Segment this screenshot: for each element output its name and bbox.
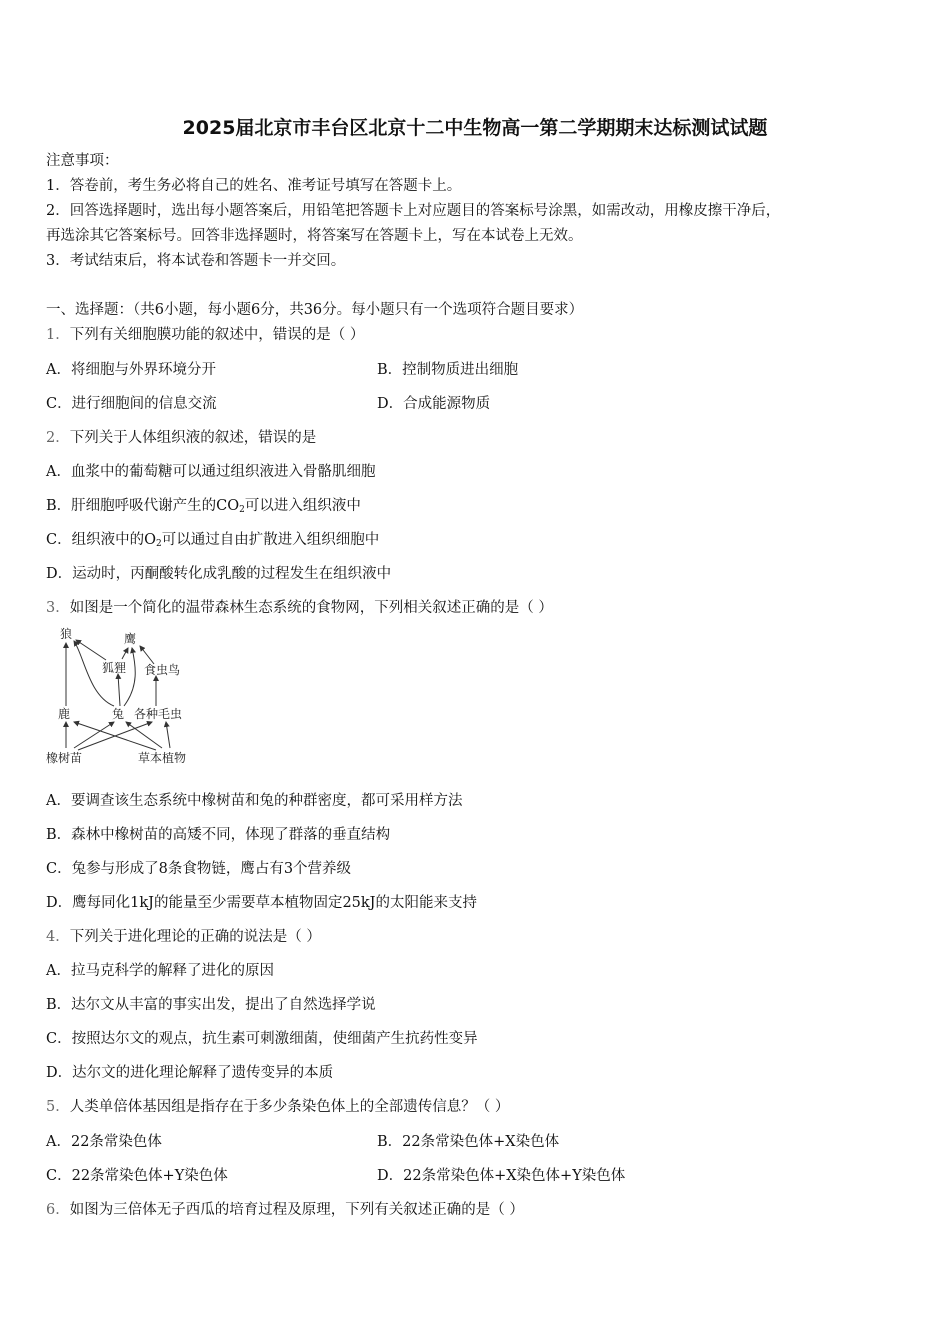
q1-option-d[interactable]: D．合成能源物质: [377, 396, 491, 412]
notice-heading: 注意事项：: [46, 153, 119, 169]
food-web-diagram: [44, 626, 194, 768]
arrow-herb-caterpillar: [166, 722, 170, 748]
node-rabbit: 兔: [112, 707, 125, 721]
notice-item-2: 2．回答选择题时，选出每小题答案后，用铅笔把答题卡上对应题目的答案标号涂黑，如需改动，用橡皮擦干净后，: [46, 203, 781, 219]
option-text: B．肝细胞呼吸代谢产生的CO: [46, 498, 240, 514]
question-5: [46, 1098, 509, 1116]
node-bird: 食虫鸟: [144, 663, 181, 677]
node-wolf: 狼: [60, 627, 73, 641]
arrow-herb-rabbit: [126, 722, 162, 748]
question-number: 6．: [46, 1202, 70, 1218]
node-fox: 狐狸: [102, 661, 127, 675]
option-text: 可以通过自由扩散进入组织细胞中: [161, 532, 380, 548]
question-stem: 下列有关细胞膜功能的叙述中，错误的是（ ）: [69, 327, 365, 343]
q2-option-d[interactable]: D．运动时，丙酮酸转化成乳酸的过程发生在组织液中: [46, 566, 392, 582]
q1-option-a[interactable]: A．将细胞与外界环境分开: [46, 362, 216, 378]
arrow-fox-wolf: [76, 640, 106, 660]
question-1: [46, 326, 364, 344]
q2-option-c[interactable]: [46, 531, 379, 553]
question-3: [46, 599, 553, 617]
question-stem: 人类单倍体基因组是指存在于多少条染色体上的全部遗传信息？（ ）: [69, 1099, 510, 1115]
question-stem: 如图为三倍体无子西瓜的培育过程及原理，下列有关叙述正确的是（ ）: [69, 1202, 524, 1218]
q4-option-d[interactable]: D．达尔文的进化理论解释了遗传变异的本质: [46, 1065, 334, 1081]
q1-option-b[interactable]: B．控制物质进出细胞: [377, 362, 519, 378]
question-number: 3．: [46, 600, 70, 616]
node-eagle: 鹰: [124, 632, 137, 646]
q3-option-d[interactable]: D．鹰每同化1kJ的能量至少需要草本植物固定25kJ的太阳能来支持: [46, 895, 477, 911]
question-stem: 下列关于进化理论的正确的说法是（ ）: [69, 929, 321, 945]
question-stem: 如图是一个简化的温带森林生态系统的食物网，下列相关叙述正确的是（ ）: [69, 600, 553, 616]
subscript: 2: [239, 505, 245, 515]
arrow-rabbit-fox: [118, 674, 120, 706]
q3-option-a[interactable]: A．要调查该生态系统中橡树苗和兔的种群密度，都可采用样方法: [46, 793, 463, 809]
subscript: 2: [155, 539, 162, 549]
q4-option-c[interactable]: C．按照达尔文的观点，抗生素可刺激细菌，使细菌产生抗药性变异: [46, 1031, 478, 1047]
question-stem: 下列关于人体组织液的叙述，错误的是: [69, 430, 317, 446]
node-deer: 鹿: [58, 707, 71, 721]
q2-option-a[interactable]: A．血浆中的葡萄糖可以通过组织液进入骨骼肌细胞: [46, 464, 376, 480]
node-herb: 草本植物: [138, 751, 187, 765]
q5-option-b[interactable]: B．22条常染色体+X染色体: [377, 1134, 560, 1150]
q4-option-a[interactable]: A．拉马克科学的解释了进化的原因: [46, 963, 274, 979]
q5-option-c[interactable]: C．22条常染色体+Y染色体: [46, 1168, 228, 1184]
question-4: [46, 928, 321, 946]
q4-option-b[interactable]: B．达尔文从丰富的事实出发，提出了自然选择学说: [46, 997, 376, 1013]
option-text: 可以进入组织液中: [244, 498, 361, 514]
node-caterpillar: 各种毛虫: [134, 707, 183, 721]
page-title: 2025届北京市丰台区北京十二中生物高一第二学期期末达标测试试题: [182, 117, 768, 139]
question-number: 2．: [46, 430, 70, 446]
q3-option-b[interactable]: B．森林中橡树苗的高矮不同，体现了群落的垂直结构: [46, 827, 391, 843]
arrow-bird-eagle: [140, 646, 154, 664]
q3-option-c[interactable]: C．兔参与形成了8条食物链，鹰占有3个营养级: [46, 861, 352, 877]
question-number: 5．: [46, 1099, 70, 1115]
question-number: 4．: [46, 929, 70, 945]
question-number: 1．: [46, 327, 70, 343]
question-6: [46, 1201, 524, 1219]
notice-item-1: 1．答卷前，考生务必将自己的姓名、准考证号填写在答题卡上。: [46, 178, 462, 194]
node-oak: 橡树苗: [46, 751, 83, 765]
q5-option-a[interactable]: A．22条常染色体: [46, 1134, 162, 1150]
arrow-fox-eagle: [122, 648, 128, 659]
notice-item-3: 3．考试结束后，将本试卷和答题卡一并交回。: [46, 253, 346, 269]
notice-item-2-cont: 再选涂其它答案标号。回答非选择题时，将答案写在答题卡上，写在本试卷上无效。: [46, 228, 583, 244]
question-2: [46, 429, 316, 447]
option-text: C．组织液中的O: [46, 532, 156, 548]
q2-option-b[interactable]: [46, 497, 361, 519]
section-heading: 一、选择题：（共6小题，每小题6分，共36分。每小题只有一个选项符合题目要求）: [46, 302, 584, 318]
q5-option-d[interactable]: D．22条常染色体+X染色体+Y染色体: [377, 1168, 626, 1184]
q1-option-c[interactable]: C．进行细胞间的信息交流: [46, 396, 217, 412]
arrow-rabbit-eagle: [124, 648, 135, 706]
arrow-herb-deer: [74, 722, 156, 750]
